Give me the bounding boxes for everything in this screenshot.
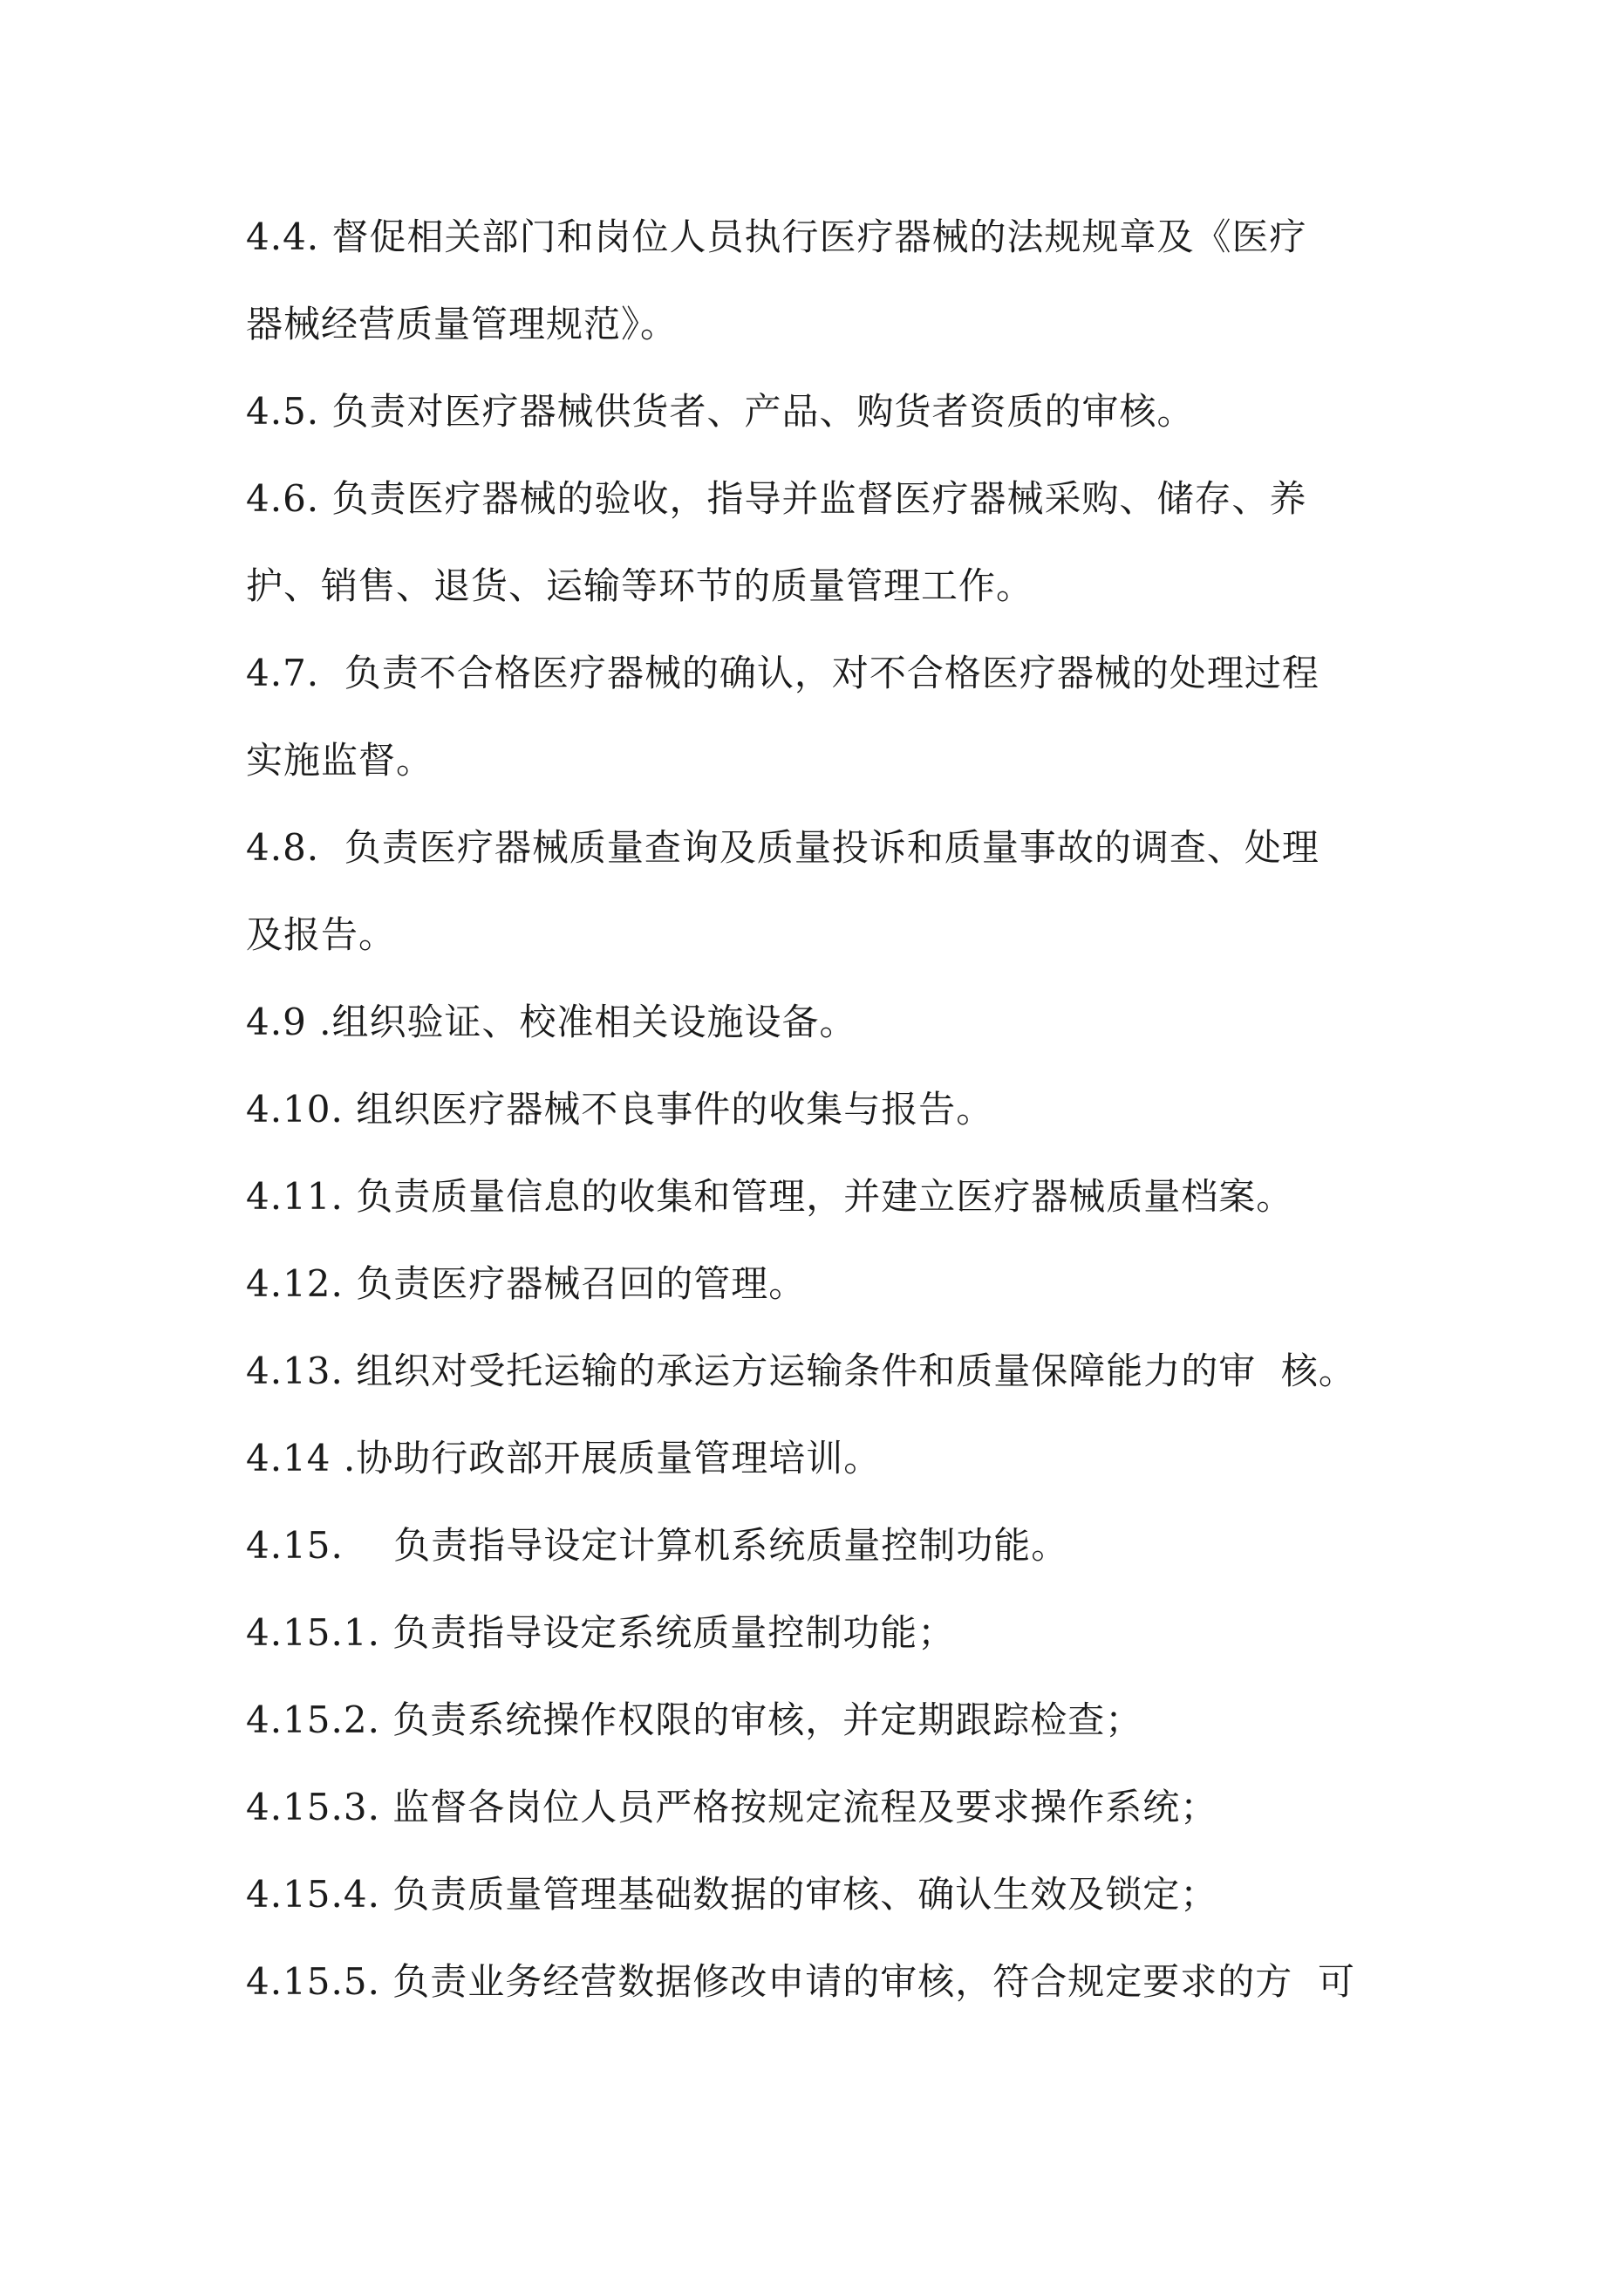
text-line: 4.15.3. 监督各岗位人员严格按规定流程及要求操作系统；: [246, 1786, 1218, 1828]
text-line: 实施监督。: [246, 739, 434, 782]
text-line: 4.15.2. 负责系统操作权限的审核，并定期跟踪检查；: [246, 1698, 1143, 1741]
text-line: 4.14 .协助行政部开展质量管理培训。: [246, 1437, 882, 1479]
text-line: 4.6. 负责医疗器械的验收，指导并监督医疗器械采购、储存、养: [246, 477, 1307, 520]
text-line: 4.7. 负责不合格医疗器械的确认，对不合格医疗器械的处理过程: [246, 652, 1320, 694]
text-line: 4.4. 督促相关部门和岗位人员执行医疗器械的法规规章及《医疗: [246, 215, 1307, 258]
text-line: 4.9 .组织验证、校准相关设施设备。: [246, 1001, 857, 1043]
text-line: 4.13. 组织对受托运输的承运方运输条件和质量保障能力的审 核。: [246, 1350, 1356, 1392]
document-body: [246, 194, 1415, 2026]
text-line: 及报告。: [246, 913, 397, 956]
text-line: 4.8. 负责医疗器械质量查询及质量投诉和质量事故的调查、处理: [246, 826, 1320, 869]
text-line: 护、销售、退货、运输等环节的质量管理工作。: [246, 564, 1034, 607]
text-line: 4.10. 组织医疗器械不良事件的收集与报告。: [246, 1088, 994, 1131]
text-line: 器械经营质量管理规范》。: [246, 303, 679, 345]
text-line: 4.12. 负责医疗器械召回的管理。: [246, 1262, 807, 1305]
text-line: 4.11. 负责质量信息的收集和管理，并建立医疗器械质量档案。: [246, 1175, 1294, 1218]
text-line: 4.15.5. 负责业务经营数据修改申请的审核，符合规定要求的方 可: [246, 1960, 1355, 2003]
text-line: 4.15.4. 负责质量管理基础数据的审核、确认生效及锁定；: [246, 1873, 1218, 1916]
text-line: 4.5. 负责对医疗器械供货者、产品、购货者资质的审核。: [246, 390, 1195, 433]
text-line: 4.15. 负责指导设定计算机系统质量控制功能。: [246, 1524, 1069, 1567]
text-line: 4.15.1. 负责指导设定系统质量控制功能；: [246, 1611, 956, 1654]
